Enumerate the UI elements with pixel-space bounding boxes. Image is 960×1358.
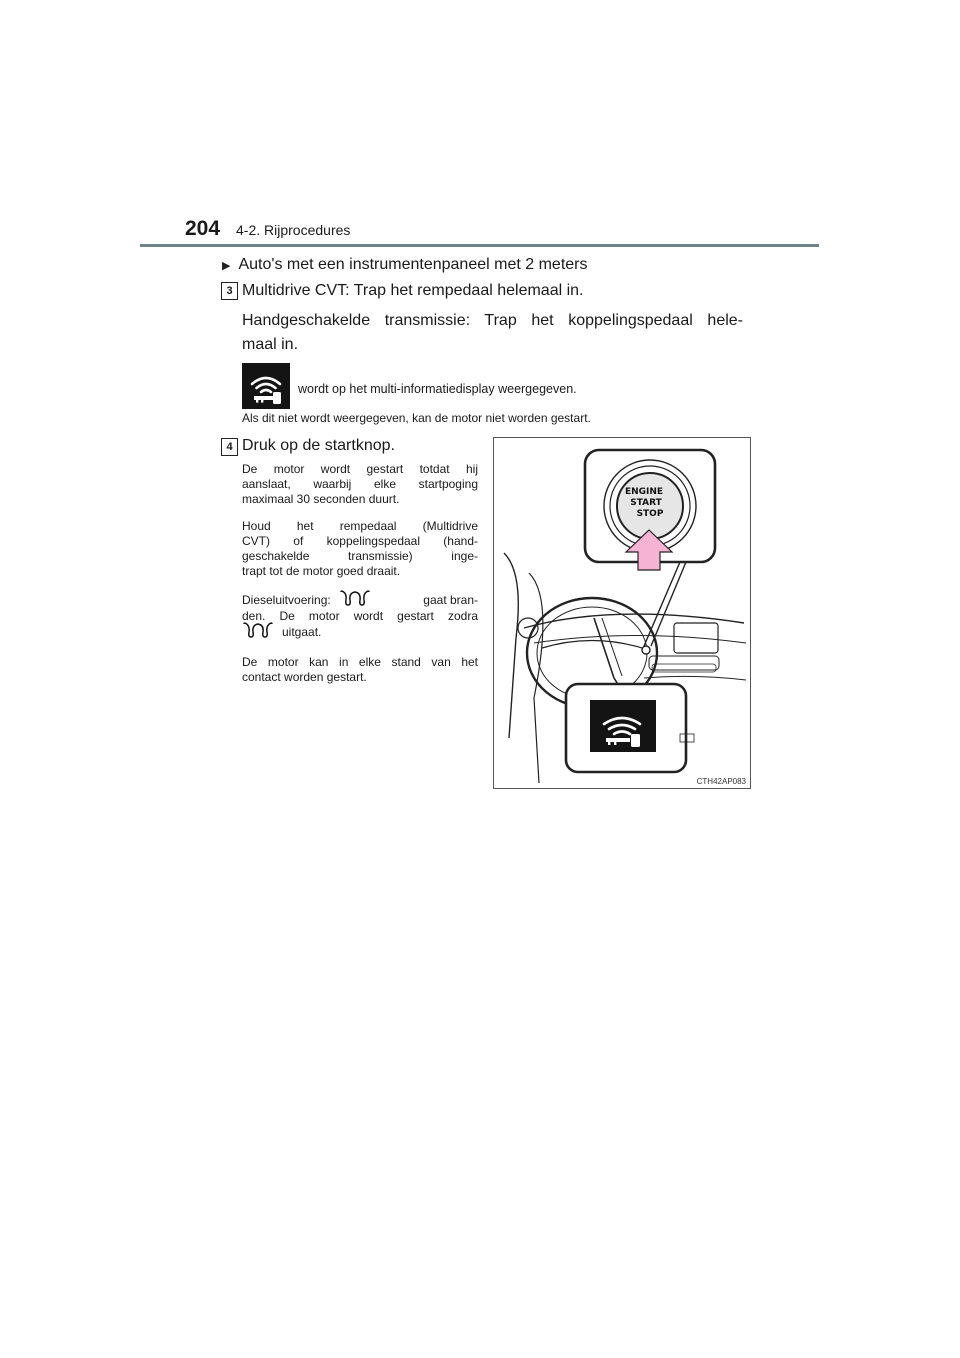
dashboard-drawing <box>494 438 750 788</box>
para3-text: gaat bran- <box>423 593 478 607</box>
step3-line3: maal in. <box>242 336 299 353</box>
page-number: 204 <box>185 217 221 240</box>
glow-plug-icon <box>339 590 371 611</box>
triangle-bullet-icon: ▶ <box>222 259 231 272</box>
para3-text: den. De motor wordt gestart zodra <box>242 609 478 623</box>
para1-line: De motor wordt gestart totdat hij <box>242 462 478 476</box>
step-number-4: 4 <box>221 438 238 456</box>
para1-line: aanslaat, waarbij elke startpoging <box>242 477 478 491</box>
step-number-3: 3 <box>221 282 238 300</box>
para1-line: maximaal 30 seconden duurt. <box>242 492 400 506</box>
step3-note: Als dit niet wordt weergegeven, kan de motor niet worden gestart. <box>242 411 591 425</box>
header-rule <box>140 244 819 247</box>
step4-para2 <box>242 519 478 579</box>
subheading-text: Auto's met een instrumentenpaneel met 2 meters <box>238 256 588 273</box>
dashboard-illustration <box>493 437 751 789</box>
glow-plug-icon <box>242 622 274 643</box>
para2-line: CVT) of koppelingspedaal (hand- <box>242 534 478 548</box>
step3-line2: Handgeschakelde transmissie: Trap het koppelingspedaal hele- <box>242 312 743 329</box>
key-wifi-icon <box>242 363 290 409</box>
engine-label: ENGINE <box>624 487 664 497</box>
start-label: START <box>630 498 662 508</box>
step4-para3 <box>242 592 478 641</box>
para3-text: uitgaat. <box>282 625 322 639</box>
step4-para4 <box>242 655 478 685</box>
para4-line: contact worden gestart. <box>242 670 367 684</box>
stop-label: STOP <box>636 509 664 519</box>
para4-line: De motor kan in elke stand van het <box>242 655 478 669</box>
para2-line: trapt tot de motor goed draait. <box>242 564 401 578</box>
para3-text: Dieseluitvoering: <box>242 593 331 607</box>
para2-line: geschakelde transmissie) inge- <box>242 549 478 563</box>
step4-title: Druk op de startknop. <box>242 437 395 454</box>
para2-line: Houd het rempedaal (Multidrive <box>242 519 478 533</box>
step3-line1: Multidrive CVT: Trap het rempedaal helemaal in. <box>242 282 584 299</box>
figure-code: CTH42AP083 <box>696 777 746 786</box>
subheading <box>222 256 587 274</box>
section-title: 4-2. Rijprocedures <box>236 222 351 238</box>
icon-caption: wordt op het multi-informatiedisplay weergegeven. <box>298 382 577 396</box>
step4-para1 <box>242 462 478 507</box>
